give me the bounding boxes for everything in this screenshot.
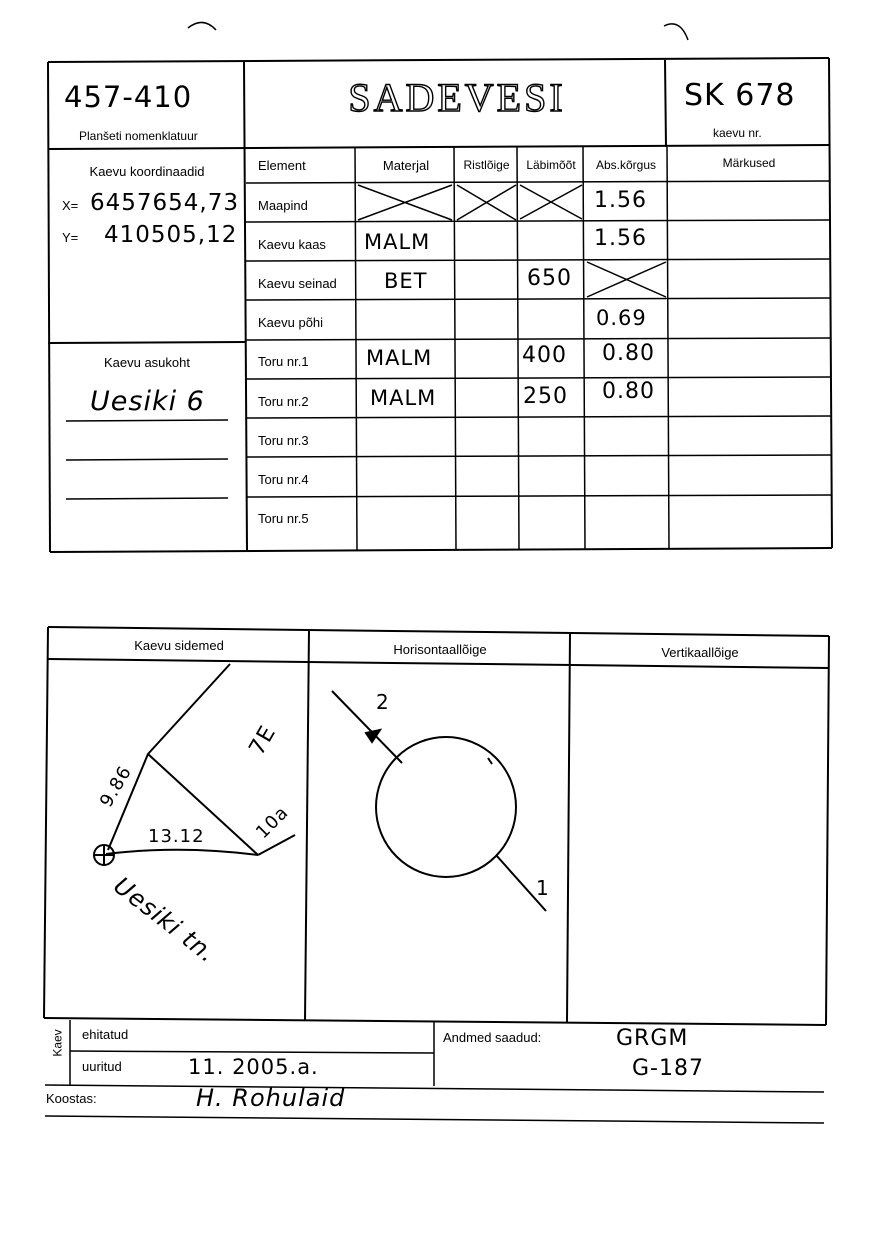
table-row-element: Toru nr.2: [258, 394, 309, 409]
x-label: X=: [62, 198, 79, 213]
measured-label: uuritud: [82, 1059, 122, 1074]
cell-diameter-toru1: 400: [522, 343, 567, 368]
cell-height-kaas: 1.56: [594, 226, 647, 251]
cell-height-pohi: 0.69: [596, 306, 647, 330]
data-source-value-1: GRGM: [616, 1026, 689, 1051]
table-row-element: Kaevu põhi: [258, 315, 324, 330]
ties-section-label: Kaevu sidemed: [134, 638, 224, 653]
nomenclature-value: 457-410: [64, 80, 193, 114]
cell-diameter-toru2: 250: [523, 384, 568, 409]
data-source-value-2: G-187: [632, 1056, 704, 1081]
composed-label: Koostas:: [46, 1091, 97, 1106]
well-number-label: kaevu nr.: [713, 126, 762, 140]
well-side-label: Kaev: [50, 1029, 65, 1057]
location-label: Kaevu asukoht: [103, 355, 190, 370]
col-header-material: Materjal: [382, 158, 430, 173]
table-row-element: Toru nr.1: [258, 354, 309, 369]
cell-height-toru2: 0.80: [602, 379, 655, 404]
col-header-height: Abs.kõrgus: [595, 158, 657, 172]
horizontal-section-label: Horisontaallõige: [393, 642, 487, 657]
composer-name: H. Rohulaid: [196, 1084, 346, 1112]
col-header-remarks: Märkused: [722, 156, 776, 170]
cell-height-maapind: 1.56: [594, 188, 647, 213]
col-header-element: Element: [258, 158, 306, 173]
nomenclature-label: Planšeti nomenklatuur: [79, 129, 198, 143]
x-coordinate-value: 6457654,73: [90, 190, 240, 216]
cell-diameter-seinad: 650: [527, 266, 572, 291]
pipe-2-line: [332, 691, 402, 763]
tie-distance-1: 9.86: [95, 762, 137, 811]
table-row-element: Toru nr.3: [258, 433, 309, 448]
street-name: Uesiki tn.: [108, 871, 222, 969]
location-value: Uesiki 6: [90, 386, 205, 417]
pipe-1-label: 1: [536, 876, 550, 900]
cell-material-toru2: MALM: [370, 386, 437, 410]
punch-hole-left: [188, 22, 216, 30]
tie-distance-2: 13.12: [148, 826, 205, 847]
table-row-element: Toru nr.5: [258, 511, 309, 526]
measured-date: 11. 2005.a.: [188, 1055, 319, 1079]
y-coordinate-value: 410505,12: [104, 222, 238, 248]
vertical-section-label: Vertikaallõige: [661, 645, 739, 660]
cell-material-toru1: MALM: [366, 346, 433, 370]
table-row-element: Kaevu kaas: [258, 237, 326, 252]
col-header-section: Ristlõige: [463, 158, 510, 172]
cell-material-seinad: BET: [384, 269, 428, 293]
table-row-element: Maapind: [258, 198, 308, 213]
page-title: SADEVESI: [348, 75, 566, 120]
table-row-element: Toru nr.4: [258, 472, 309, 487]
built-label: ehitatud: [82, 1027, 129, 1042]
punch-hole-right: [664, 24, 688, 40]
well-number-value: SK 678: [684, 78, 796, 113]
house-number: 7E: [244, 721, 282, 760]
pipe-2-label: 2: [376, 690, 390, 714]
data-source-label: Andmed saadud:: [443, 1030, 542, 1045]
y-label: Y=: [62, 230, 79, 245]
col-header-diameter: Läbimõõt: [526, 158, 576, 172]
tie-distance-3: 10a: [251, 802, 293, 843]
table-row-element: Kaevu seinad: [258, 276, 337, 291]
coordinates-label: Kaevu koordinaadid: [89, 164, 205, 179]
cell-material-kaas: MALM: [364, 230, 431, 254]
cell-height-toru1: 0.80: [602, 341, 655, 366]
